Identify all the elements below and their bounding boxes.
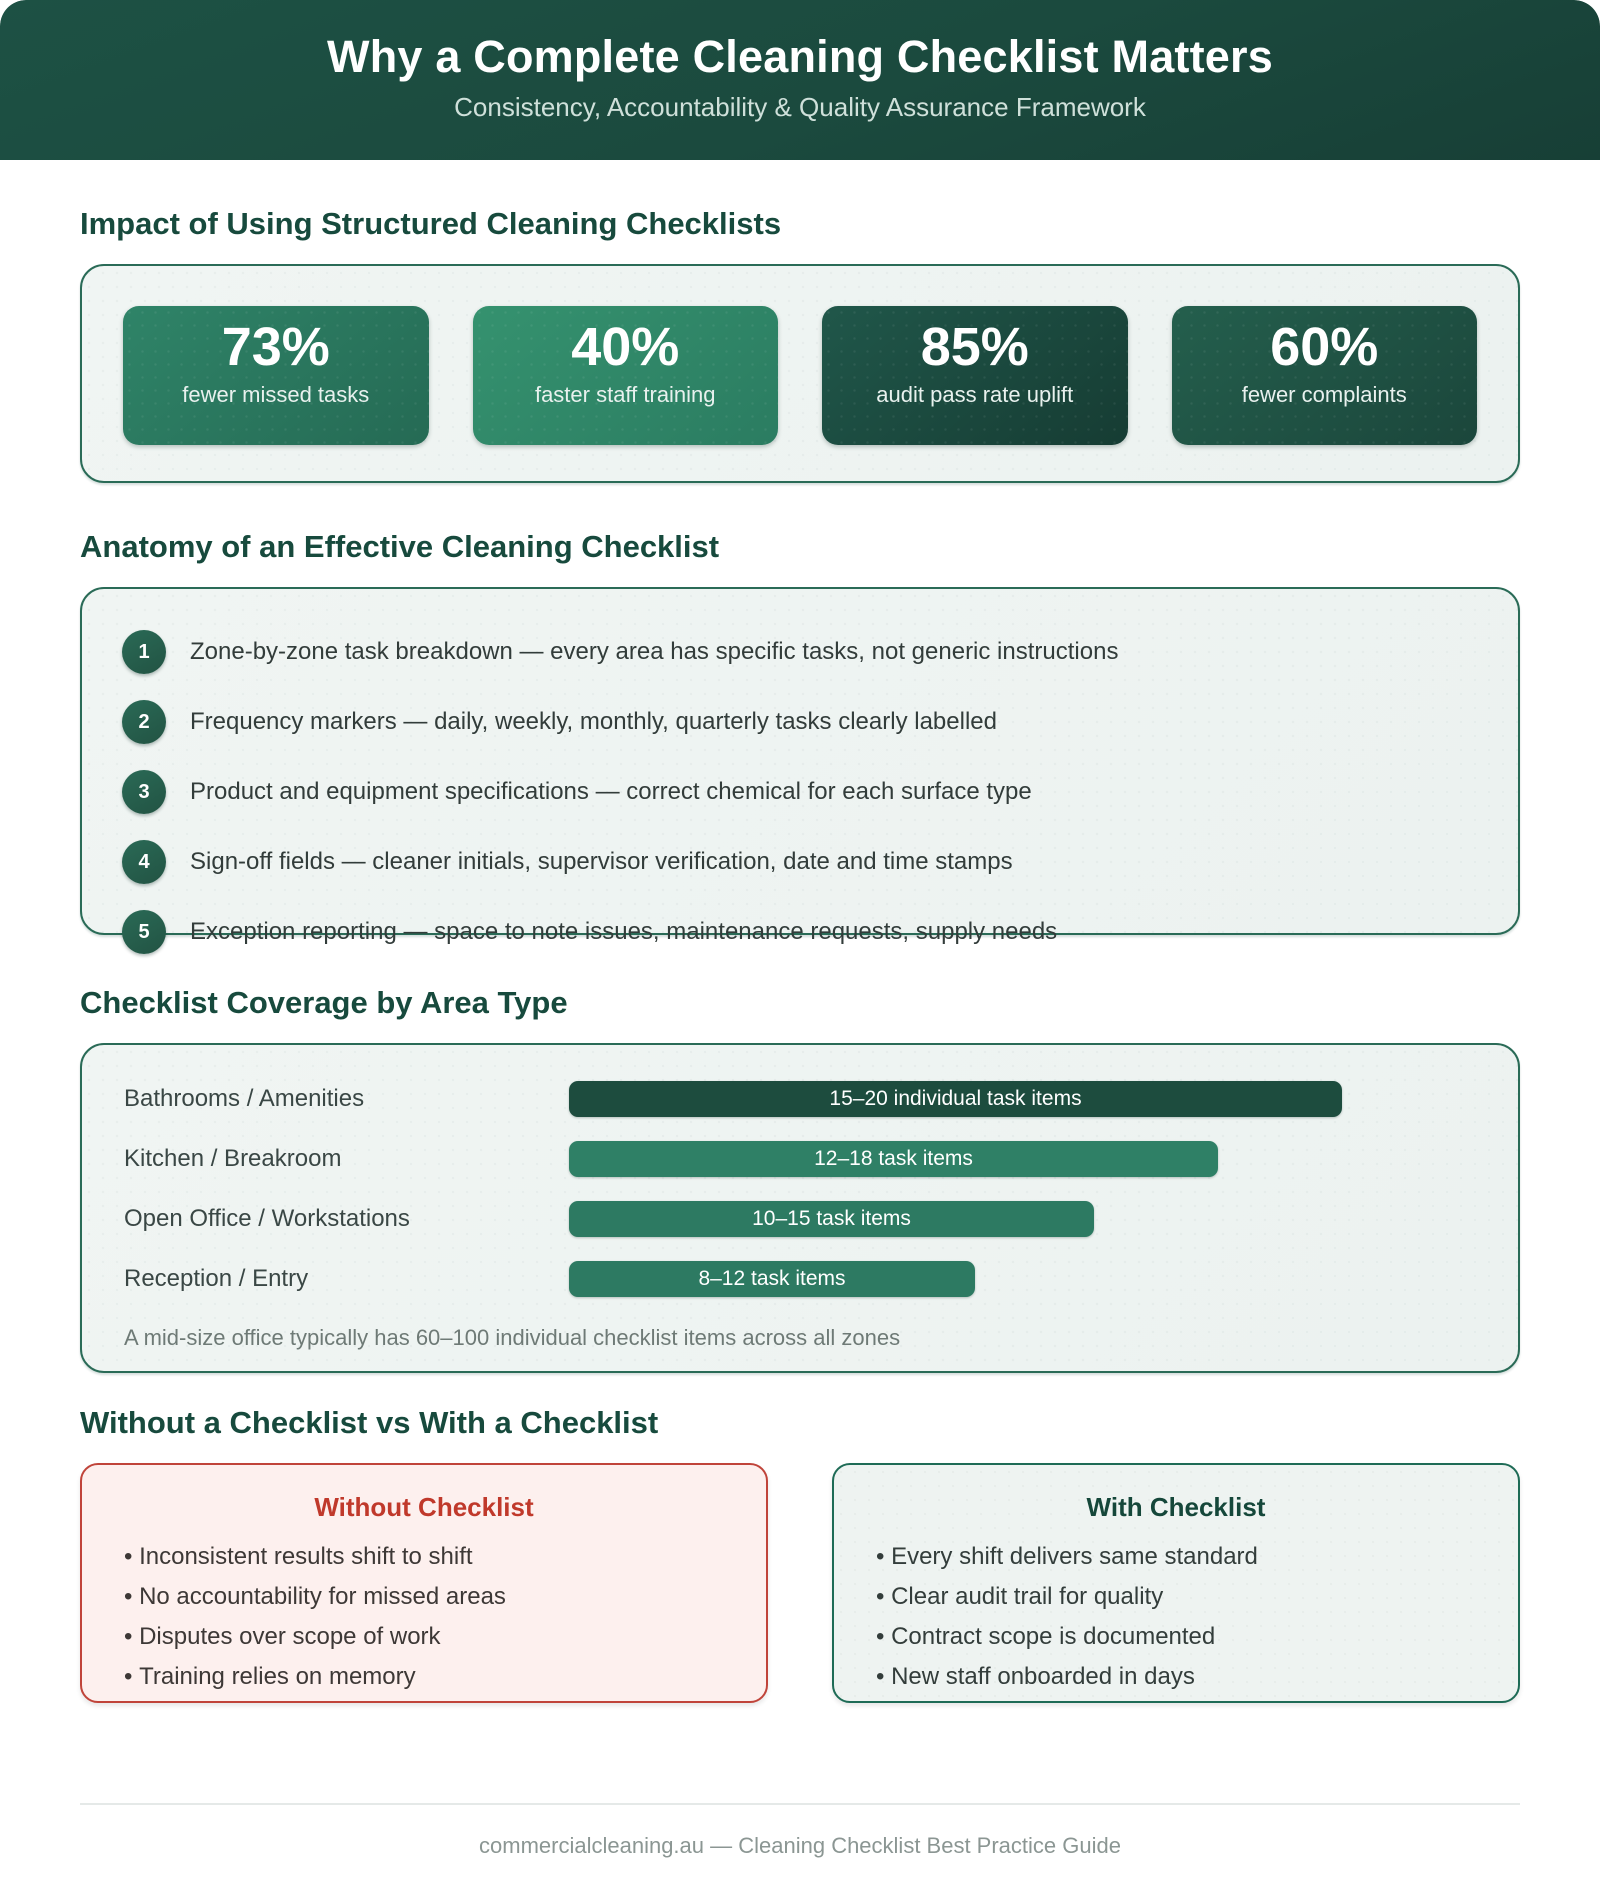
- step-number-badge: 2: [122, 700, 166, 744]
- step-number-badge: 3: [122, 770, 166, 814]
- list-item: [122, 617, 1478, 687]
- stat-label: audit pass rate uplift: [876, 382, 1074, 407]
- chart-bar: 10–15 task items: [569, 1201, 1094, 1237]
- anatomy-section-heading: Anatomy of an Effective Cleaning Checklist: [80, 529, 720, 564]
- stat-card-faster-training: [473, 306, 779, 445]
- without-checklist-bullets: [112, 1537, 736, 1697]
- list-item-text: Zone-by-zone task breakdown — every area has specific tasks, not generic instructions: [190, 638, 1119, 665]
- list-item-text: Exception reporting — space to note issues, maintenance requests, supply needs: [190, 918, 1058, 945]
- with-checklist-title: With Checklist: [1086, 1492, 1266, 1522]
- list-item: [122, 757, 1478, 827]
- chart-bar: 12–18 task items: [569, 1141, 1218, 1177]
- without-checklist-box: [80, 1463, 768, 1703]
- chart-bar: 15–20 individual task items: [569, 1081, 1342, 1117]
- without-checklist-title: Without Checklist: [314, 1492, 534, 1522]
- step-number-badge: 4: [122, 840, 166, 884]
- page-content: [0, 206, 1600, 1859]
- chart-bar: 8–12 task items: [569, 1261, 975, 1297]
- chart-row: [124, 1249, 1476, 1309]
- coverage-section-heading: Checklist Coverage by Area Type: [80, 985, 568, 1020]
- page-subtitle: Consistency, Accountability & Quality Assurance Framework: [454, 92, 1146, 122]
- step-number-badge: 5: [122, 910, 166, 954]
- with-checklist-bullets: [864, 1537, 1488, 1697]
- comparison-row: [80, 1463, 1520, 1703]
- stat-card-fewer-complaints: [1172, 306, 1478, 445]
- chart-category-label: Reception / Entry: [124, 1265, 309, 1292]
- chart-bar-area: [569, 1261, 1476, 1297]
- stat-label: fewer missed tasks: [182, 382, 370, 407]
- with-checklist-box: [832, 1463, 1520, 1703]
- step-number-badge: 1: [122, 630, 166, 674]
- coverage-chart-panel: [80, 1043, 1520, 1373]
- list-item-text: Product and equipment specifications — correct chemical for each surface type: [190, 778, 1032, 805]
- bullet-item: • Every shift delivers same standard: [876, 1537, 1488, 1577]
- list-item: [122, 687, 1478, 757]
- list-item-text: Sign-off fields — cleaner initials, supervisor verification, date and time stamps: [190, 848, 1013, 875]
- stat-value: 73%: [221, 317, 330, 377]
- chart-row: [124, 1069, 1476, 1129]
- stat-label: faster staff training: [534, 382, 716, 407]
- bullet-item: • Disputes over scope of work: [124, 1617, 736, 1657]
- chart-category-label: Kitchen / Breakroom: [124, 1145, 342, 1172]
- chart-bar-area: [569, 1081, 1476, 1117]
- bullet-item: • Contract scope is documented: [876, 1617, 1488, 1657]
- list-item: [122, 897, 1478, 967]
- chart-bar-area: [569, 1141, 1476, 1177]
- footer-text: commercialcleaning.au — Cleaning Checklist Best Practice Guide: [479, 1833, 1121, 1858]
- stat-value: 40%: [571, 317, 680, 377]
- chart-bar-area: [569, 1201, 1476, 1237]
- stat-card-audit-pass-rate: [822, 306, 1128, 445]
- stat-value: 85%: [920, 317, 1029, 377]
- impact-stats-panel: [80, 264, 1520, 483]
- stat-card-fewer-missed-tasks: [123, 306, 429, 445]
- chart-footnote: A mid-size office typically has 60–100 individual checklist items across all zones: [124, 1325, 901, 1350]
- comparison-section-heading: Without a Checklist vs With a Checklist: [80, 1405, 659, 1440]
- stat-label: fewer complaints: [1241, 382, 1407, 407]
- anatomy-panel: [80, 587, 1520, 945]
- page-header: [0, 0, 1600, 160]
- bullet-item: • Inconsistent results shift to shift: [124, 1537, 736, 1577]
- chart-category-label: Bathrooms / Amenities: [124, 1085, 365, 1112]
- list-item-text: Frequency markers — daily, weekly, monthly, quarterly tasks clearly labelled: [190, 708, 997, 735]
- chart-category-label: Open Office / Workstations: [124, 1205, 410, 1232]
- footer-divider: [80, 1803, 1520, 1805]
- bullet-item: • New staff onboarded in days: [876, 1657, 1488, 1697]
- bullet-item: • No accountability for missed areas: [124, 1577, 736, 1617]
- chart-row: [124, 1129, 1476, 1189]
- stat-value: 60%: [1270, 317, 1379, 377]
- impact-section-heading: Impact of Using Structured Cleaning Checklists: [80, 206, 782, 241]
- chart-row: [124, 1189, 1476, 1249]
- page-title: Why a Complete Cleaning Checklist Matters: [327, 31, 1273, 82]
- list-item: [122, 827, 1478, 897]
- bullet-item: • Clear audit trail for quality: [876, 1577, 1488, 1617]
- bullet-item: • Training relies on memory: [124, 1657, 736, 1697]
